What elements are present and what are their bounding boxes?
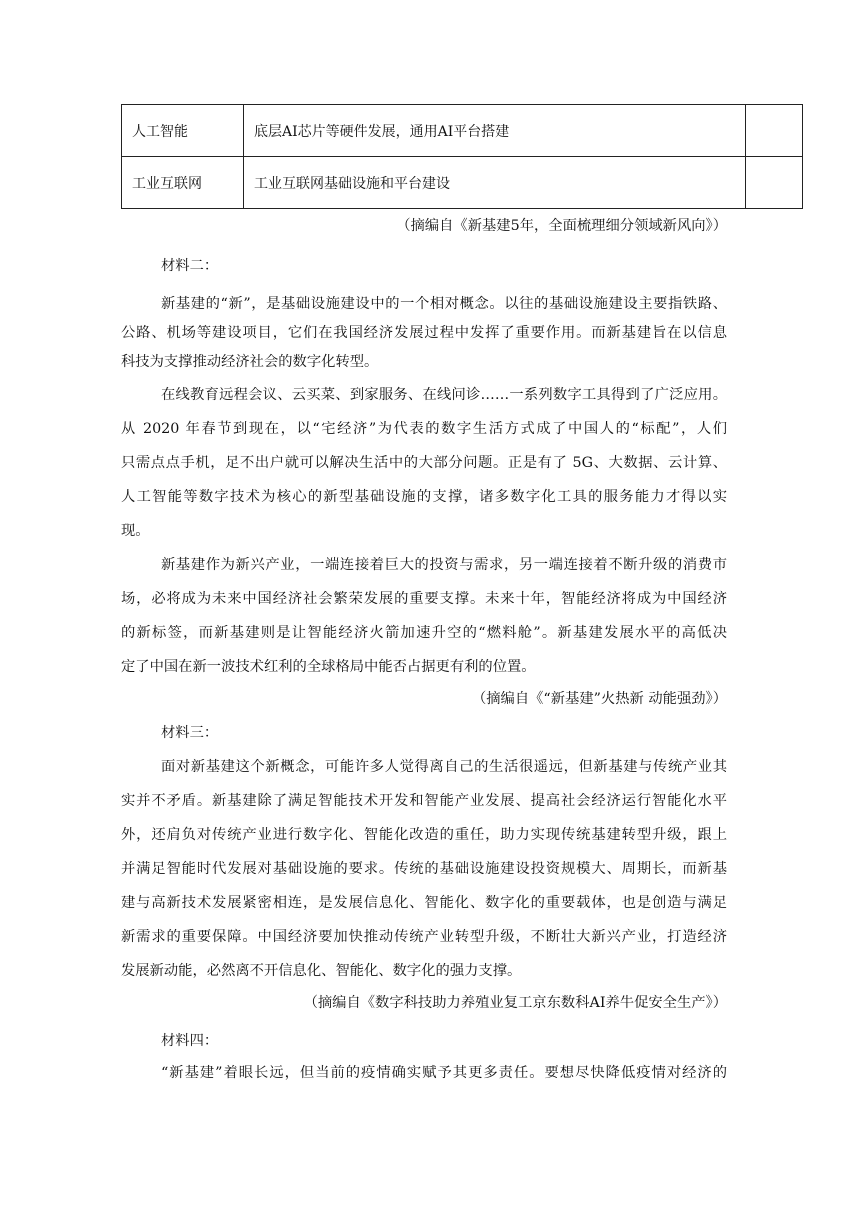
section-heading: 材料二： (161, 258, 219, 274)
paragraph-line: 新基建的“新”，是基础设施建设中的一个相对概念。以往的基础设施建设主要指铁路、 (161, 296, 727, 312)
table-cell-field: 人工智能 (122, 105, 244, 157)
paragraph-line: 并满足智能时代发展对基础设施的要求。传统的基础设施建设投资规模大、周期长，而新基 (121, 861, 727, 877)
paragraph-line: 实并不矛盾。新基建除了满足智能技术开发和智能产业发展、提高社会经济运行智能化水平 (121, 793, 727, 809)
paragraph-line: 现。 (121, 523, 150, 539)
paragraph-line: 从 2020 年春节到现在，以“宅经济”为代表的数字生活方式成了中国人的“标配”，人们 (121, 421, 727, 437)
paragraph-line: 科技为支撑推动经济社会的数字化转型。 (121, 354, 379, 370)
paragraph-line: 外，还肩负对传统产业进行数字化、智能化改造的重任，助力实现传统基建转型升级，跟上 (121, 827, 727, 843)
paragraph-line: 发展新动能，必然离不开信息化、智能化、数字化的强力支撑。 (121, 963, 522, 979)
paragraph-line: 公路、机场等建设项目，它们在我国经济发展过程中发挥了重要作用。而新基建旨在以信息 (121, 325, 727, 341)
section-heading: 材料三： (161, 725, 219, 741)
table-cell-content: 底层AI芯片等硬件发展，通用AI平台搭建 (244, 105, 746, 157)
table-cell-empty (746, 157, 803, 209)
paragraph-line: 面对新基建这个新概念，可能许多人觉得离自己的生活很遥远，但新基建与传统产业其 (161, 759, 727, 775)
paragraph-line: “新基建”着眼长远，但当前的疫情确实赋予其更多责任。要想尽快降低疫情对经济的 (161, 1065, 727, 1081)
paragraph-line: 场，必将成为未来中国经济社会繁荣发展的重要支撑。未来十年，智能经济将成为中国经济 (121, 591, 727, 607)
paragraph-line: 新需求的重要保障。中国经济要加快推动传统产业转型升级，不断壮大新兴产业，打造经济 (121, 929, 727, 945)
paragraph-line: 在线教育远程会议、云买菜、到家服务、在线问诊……一系列数字工具得到了广泛应用。 (161, 387, 727, 403)
paragraph-line: 定了中国在新一波技术红利的全球格局中能否占据更有利的位置。 (121, 659, 536, 675)
source-citation: （摘编自《数字科技助力养殖业复工京东数科AI养牛促安全生产》） (303, 995, 727, 1011)
table-cell-empty (746, 105, 803, 157)
paragraph-line: 建与高新技术发展紧密相连，是发展信息化、智能化、数字化的重要载体，也是创造与满足 (121, 895, 727, 911)
paragraph-line: 新基建作为新兴产业，一端连接着巨大的投资与需求，另一端连接着不断升级的消费市 (161, 557, 727, 573)
source-citation: （摘编自《新基建5年，全面梳理细分领域新风向》） (396, 218, 727, 234)
section-heading: 材料四： (161, 1033, 219, 1049)
sector-table (121, 104, 803, 209)
table-row (122, 157, 803, 209)
table-cell-field: 工业互联网 (122, 157, 244, 209)
table-cell-content: 工业互联网基础设施和平台建设 (244, 157, 746, 209)
table-row (122, 105, 803, 157)
paragraph-line: 人工智能等数字技术为核心的新型基础设施的支撑，诸多数字化工具的服务能力才得以实 (121, 489, 727, 505)
paragraph-line: 的新标签，而新基建则是让智能经济火箭加速升空的“燃料舱”。新基建发展水平的高低决 (121, 625, 727, 641)
paragraph-line: 只需点点手机，足不出户就可以解决生活中的大部分问题。正是有了 5G、大数据、云计算、 (121, 455, 727, 471)
source-citation: （摘编自《“新基建”火热新 动能强劲》） (471, 691, 727, 707)
